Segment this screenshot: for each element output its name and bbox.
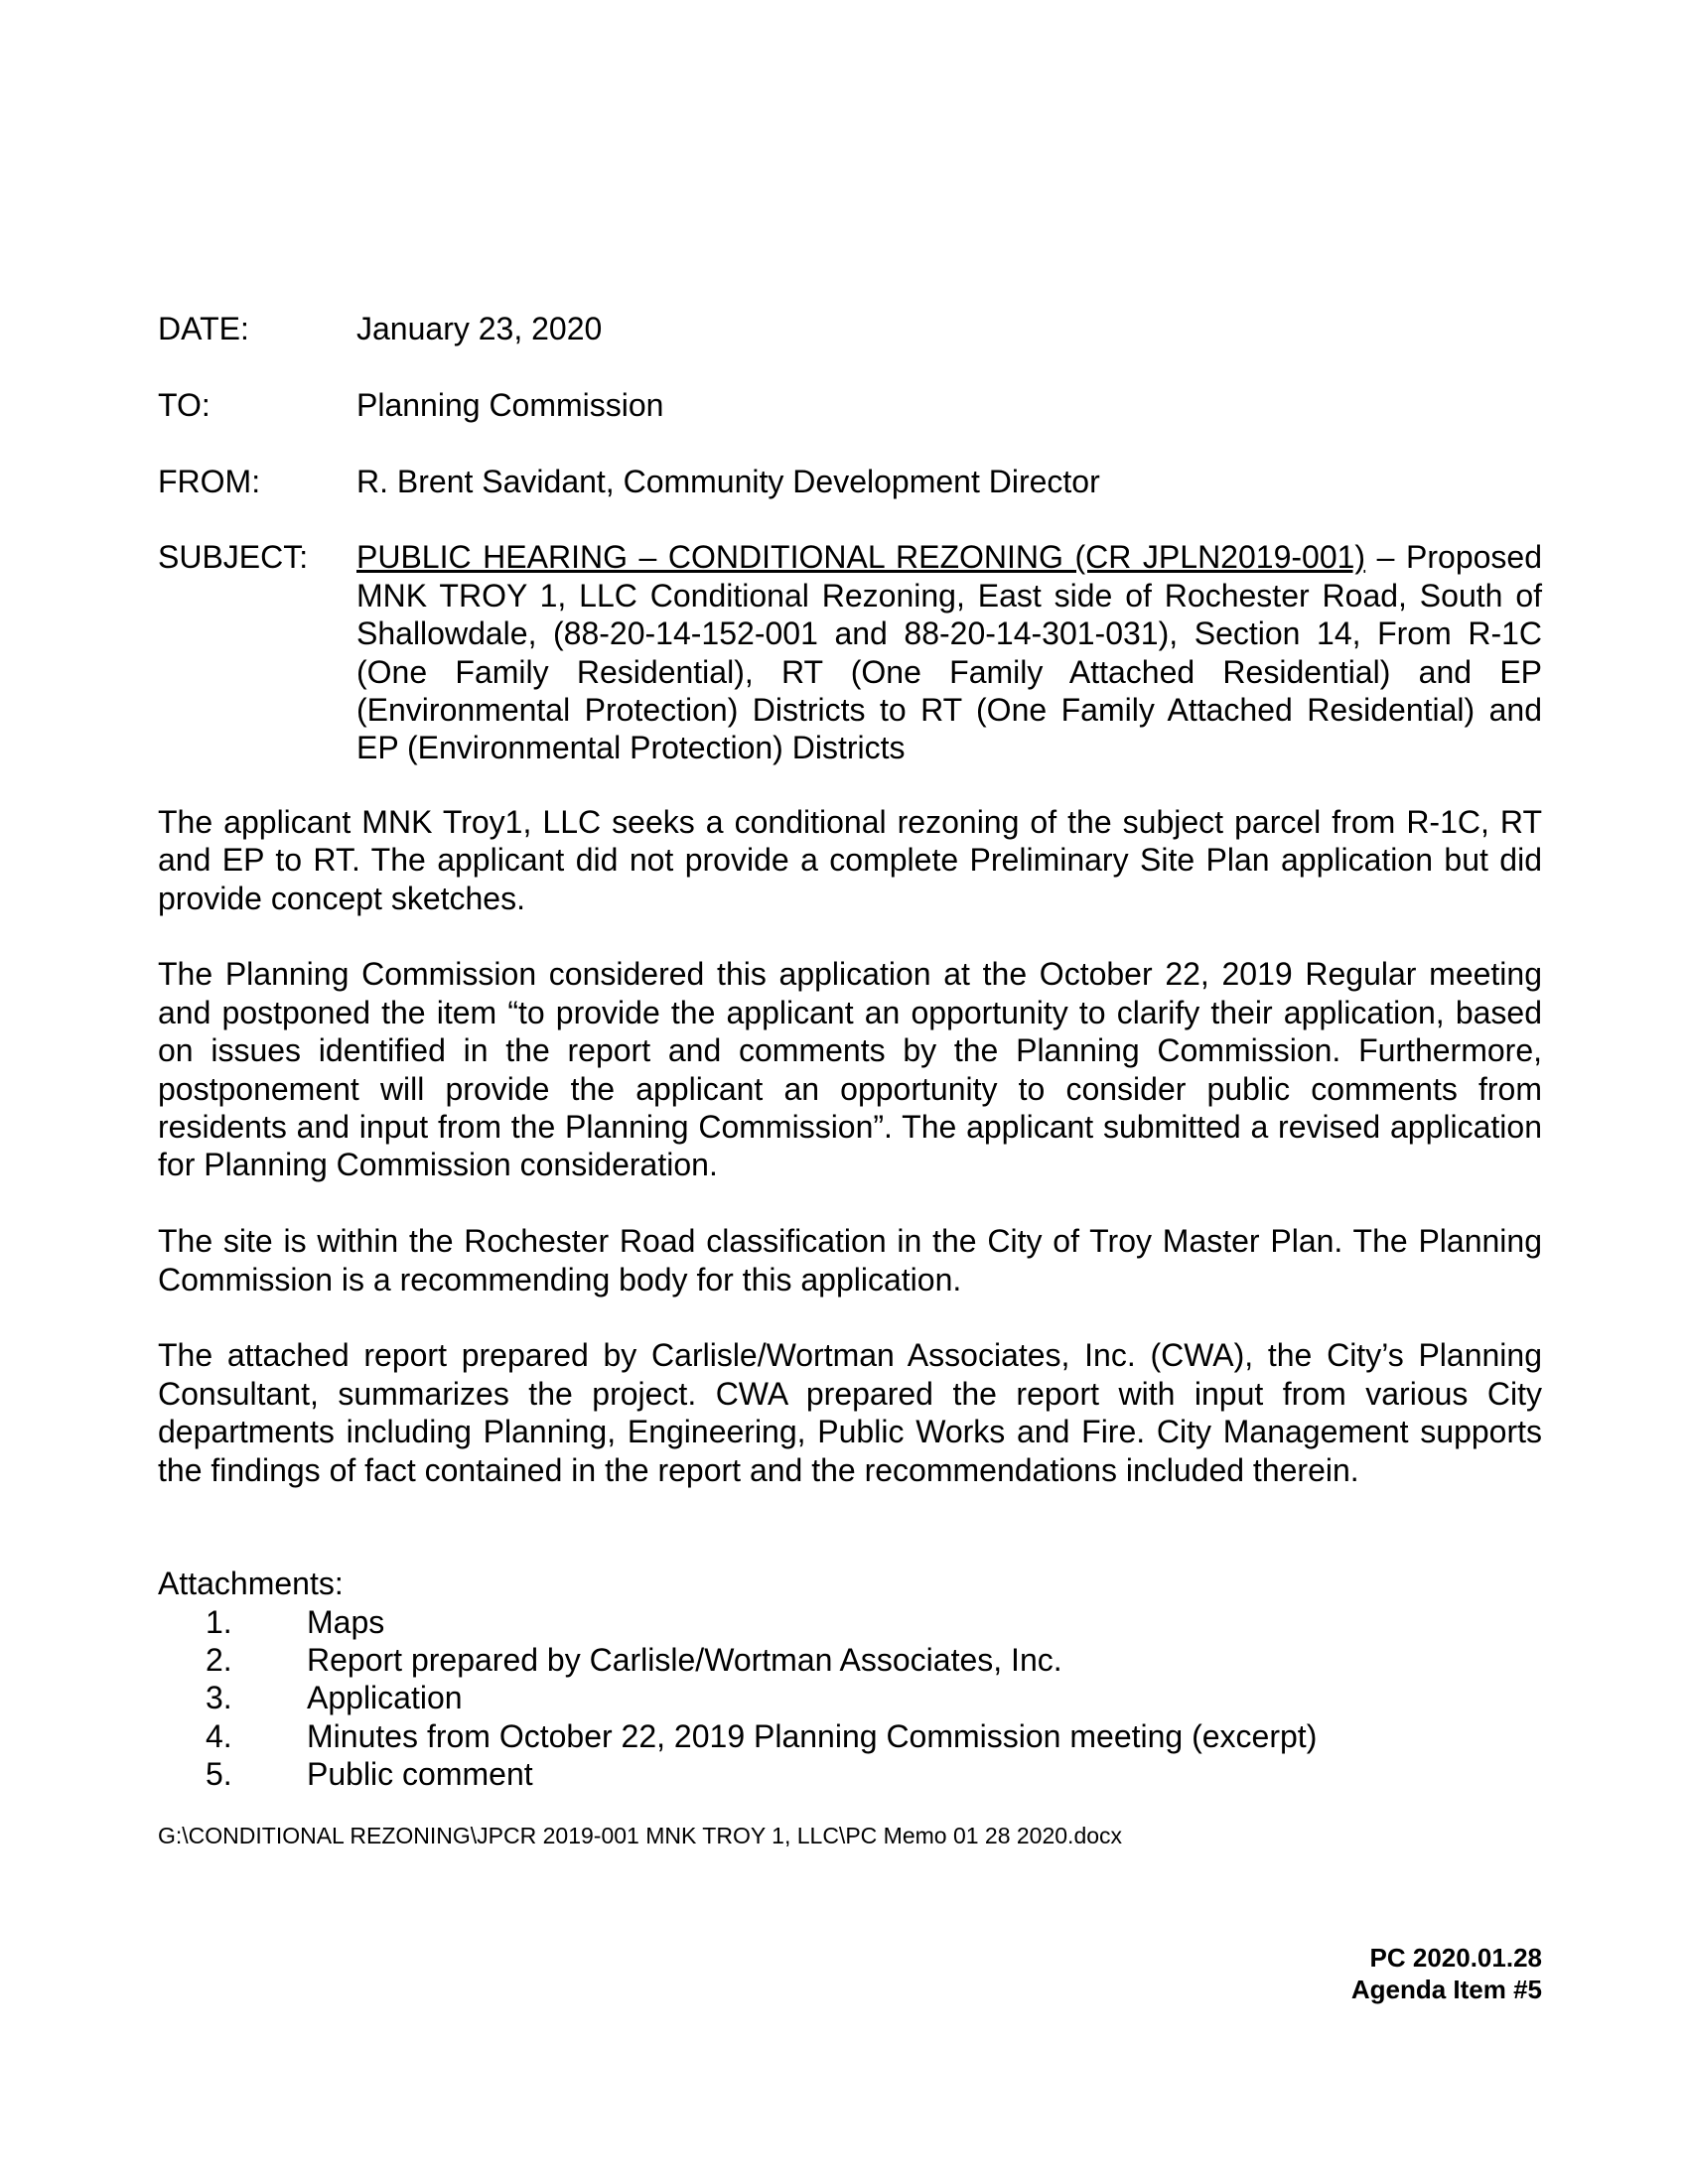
- list-item-number: 3.: [206, 1680, 232, 1716]
- list-item-number: 1.: [206, 1603, 232, 1640]
- list-item-number: 5.: [206, 1756, 232, 1793]
- body-paragraph-1: The applicant MNK Troy1, LLC seeks a conditional rezoning of the subject parcel from R-1C, RT and EP to RT. The applicant did not provide a complete Preliminary Site Plan application but did provide concept sketches.: [158, 803, 1542, 916]
- list-item: [158, 1755, 1542, 1793]
- agenda-reference: [1351, 1942, 1542, 2005]
- from-row: [158, 463, 1542, 500]
- list-item-number: 4.: [206, 1717, 232, 1754]
- memo-content: [158, 310, 1542, 1849]
- to-label: TO:: [158, 386, 211, 423]
- body-paragraph-4: The attached report prepared by Carlisle/Wortman Associates, Inc. (CWA), the City’s Planning Consultant, summarizes the project. CWA prepared the report with input from various City departments including Planning, Engineering, Public Works and Fire. City Management supports the findings of fact contained in the report and the recommendations included therein.: [158, 1337, 1542, 1488]
- list-item: [158, 1603, 1542, 1641]
- subject-row: [158, 538, 1542, 766]
- to-row: [158, 386, 1542, 424]
- subject-value: [356, 538, 1542, 766]
- attachments-heading: Attachments:: [158, 1566, 344, 1602]
- list-item-number: 2.: [206, 1641, 232, 1678]
- list-item-text: Maps: [307, 1603, 385, 1640]
- body-paragraph-2: The Planning Commission considered this application at the October 22, 2019 Regular meeting and postponed the item “to provide the applicant an opportunity to clarify their application, based on issues identified in the report and comments by the Planning Commission. Furthermore, postponement will provide the applicant an opportunity to consider public comments from residents and input from the Planning Commission”. The applicant submitted a revised application for Planning Commission consideration.: [158, 956, 1542, 1183]
- attachments-section: [158, 1565, 1542, 1793]
- date-value: January 23, 2020: [356, 311, 603, 346]
- subject-heading: PUBLIC HEARING – CONDITIONAL REZONING (CR JPLN2019-001): [356, 539, 1366, 576]
- list-item-text: Public comment: [307, 1756, 533, 1793]
- list-item-text: Report prepared by Carlisle/Wortman Associates, Inc.: [307, 1641, 1062, 1678]
- date-label: DATE:: [158, 311, 249, 346]
- agenda-item: Agenda Item #5: [1350, 1975, 1542, 2004]
- list-item: [158, 1679, 1542, 1716]
- file-path: G:\CONDITIONAL REZONING\JPCR 2019-001 MNK TROY 1, LLC\PC Memo 01 28 2020.docx: [158, 1822, 1123, 1848]
- to-value: Planning Commission: [356, 386, 664, 423]
- from-value: R. Brent Savidant, Community Development Director: [356, 463, 1100, 499]
- list-item: [158, 1717, 1542, 1755]
- date-row: [158, 310, 1542, 347]
- subject-description: – Proposed MNK TROY 1, LLC Conditional Rezoning, East side of Rochester Road, South of Shallowdale, (88-20-14-152-001 and 88-20-14-301-031), Section 14, From R-1C (One Family Residential), RT (One Family Attached Residential) and EP (Environmental Protection) Districts to RT (One Family Attached Residential) and EP (Environmental Protection) Districts: [356, 539, 1542, 766]
- body-paragraph-3: The site is within the Rochester Road classification in the City of Troy Master Plan. The Planning Commission is a recommending body for this application.: [158, 1223, 1542, 1297]
- list-item: [158, 1641, 1542, 1679]
- from-label: FROM:: [158, 463, 261, 499]
- subject-label: SUBJECT:: [158, 539, 309, 576]
- list-item-text: Application: [307, 1680, 463, 1716]
- agenda-date: PC 2020.01.28: [1369, 1943, 1542, 1973]
- list-item-text: Minutes from October 22, 2019 Planning Commission meeting (excerpt): [307, 1717, 1318, 1754]
- attachments-list: [158, 1603, 1542, 1794]
